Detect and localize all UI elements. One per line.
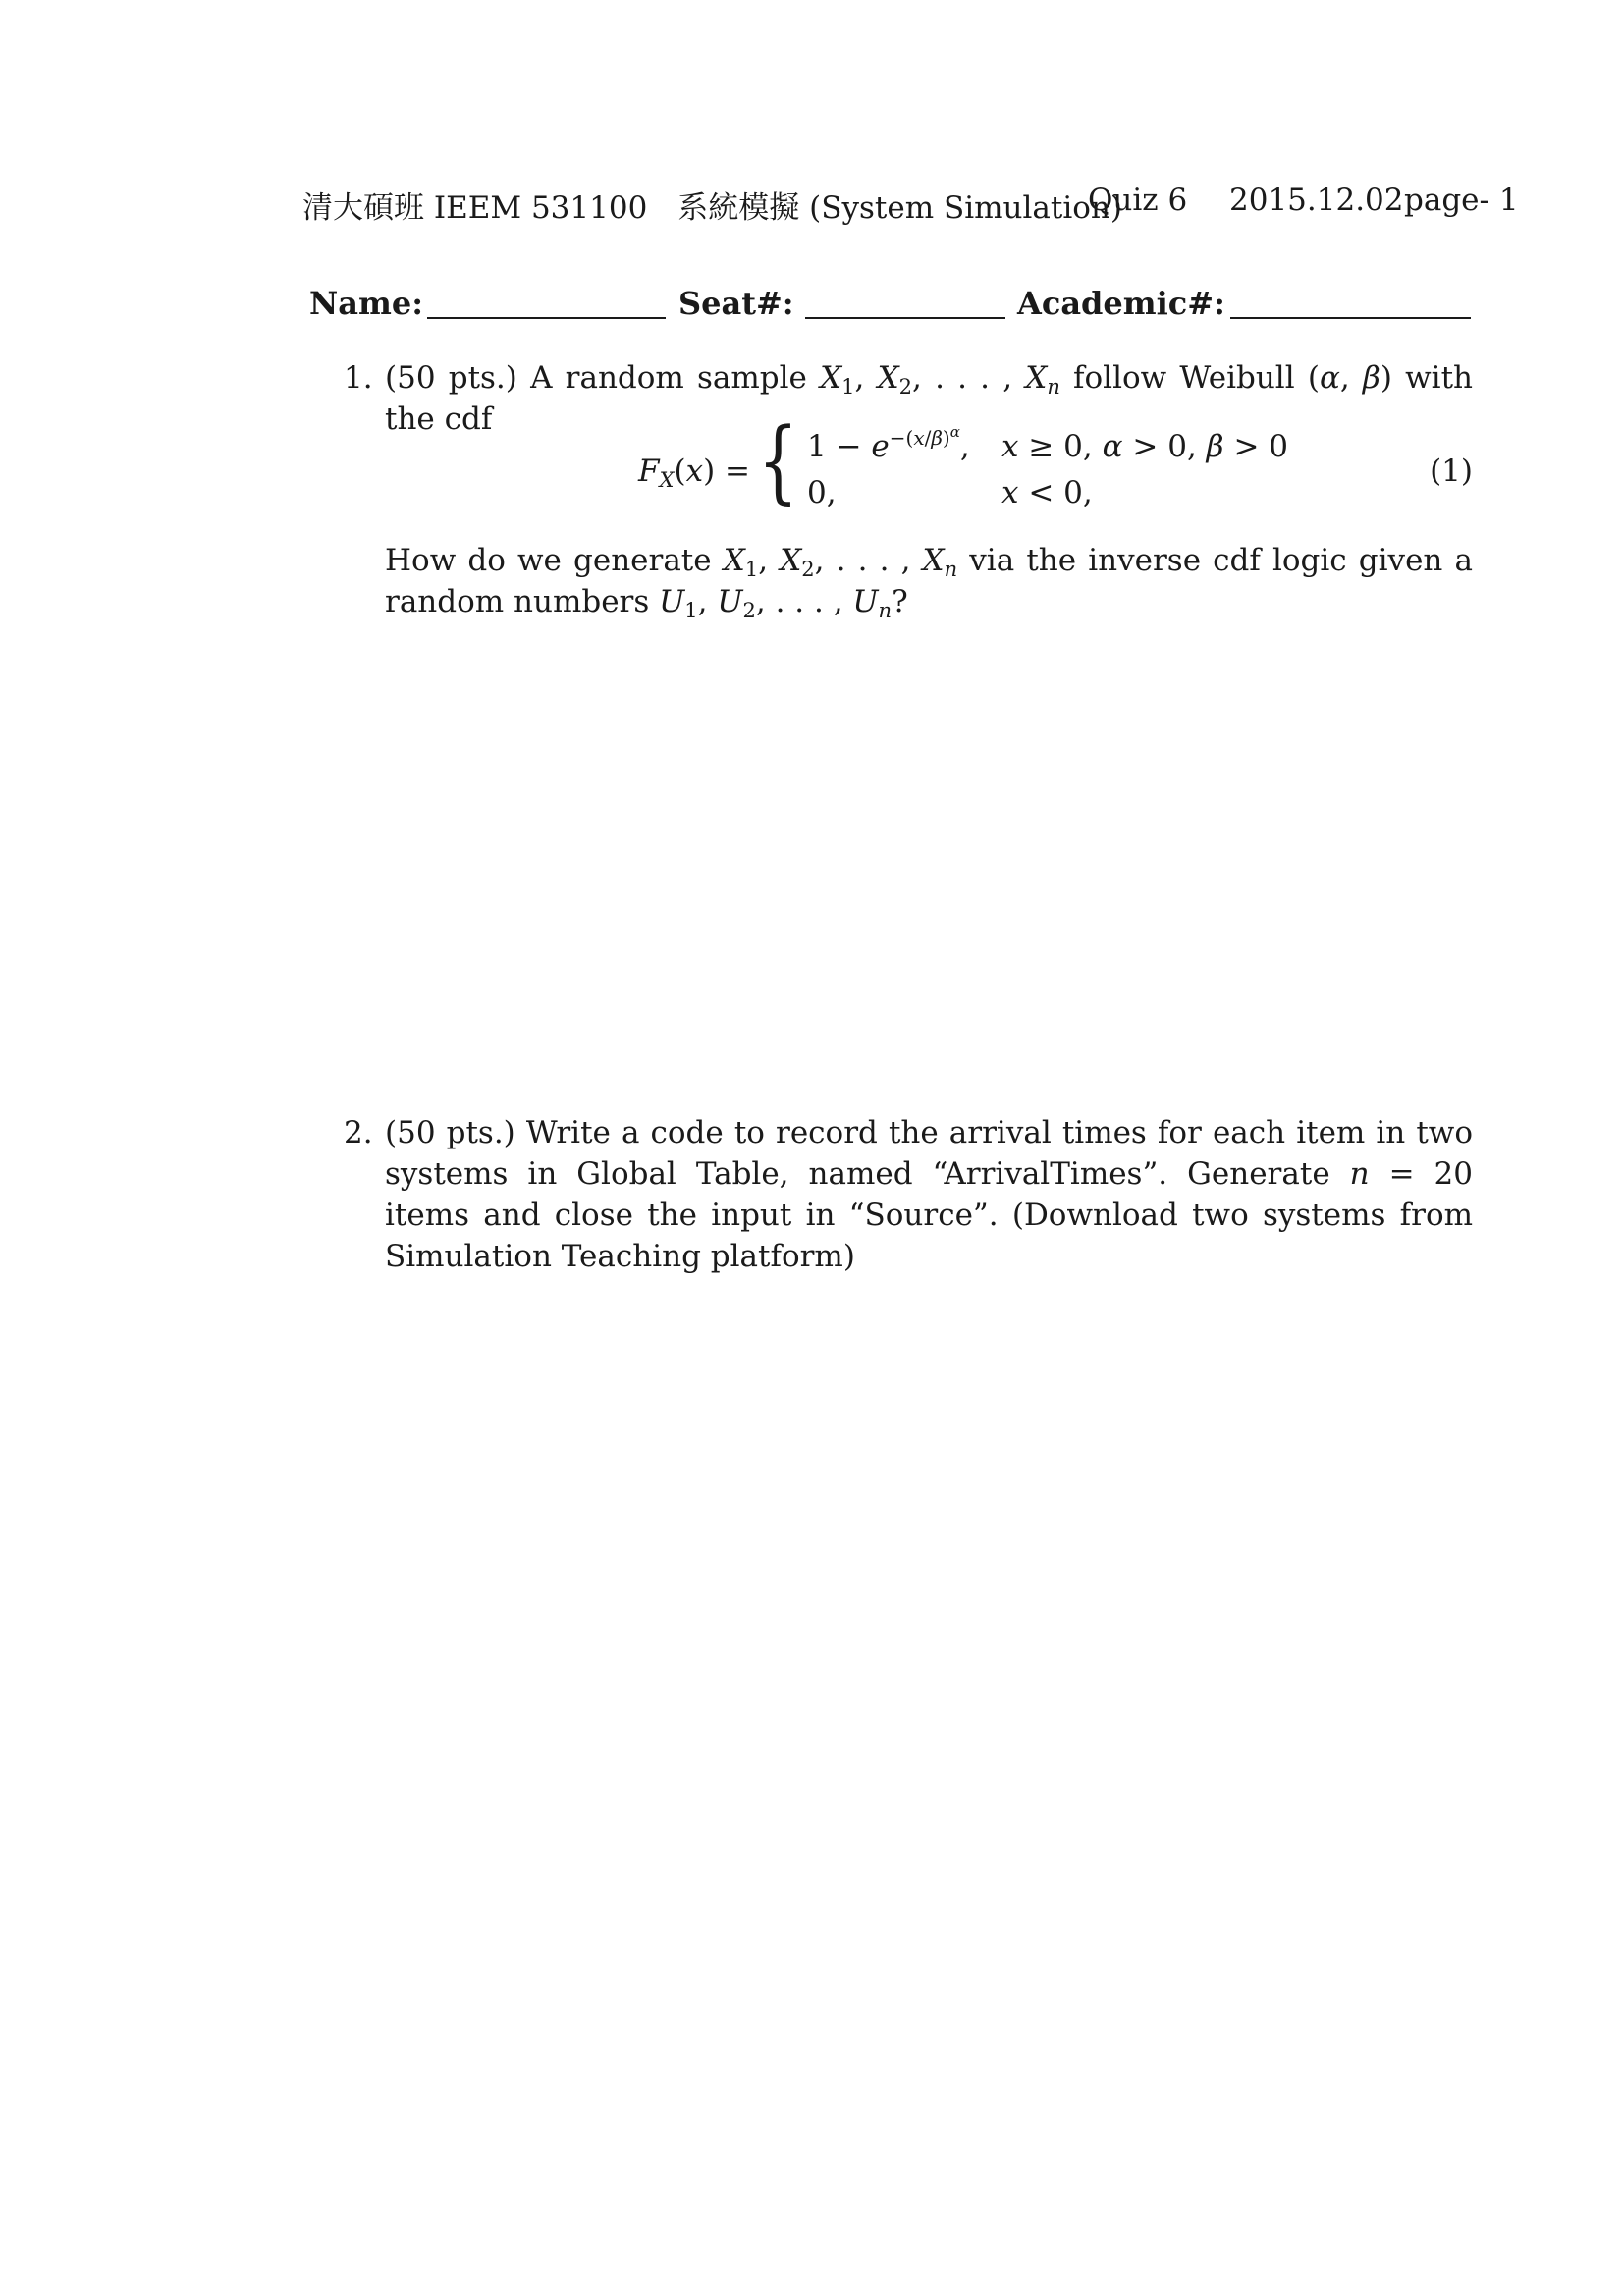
- seat-label: Seat#:: [678, 285, 794, 322]
- weibull-params: (α, β): [1307, 360, 1392, 396]
- name-blank[interactable]: [427, 317, 666, 319]
- problem-number: 1.: [344, 360, 373, 396]
- question-end: ?: [892, 584, 908, 619]
- academic-blank[interactable]: [1230, 317, 1471, 319]
- problem-points: (50 pts.): [385, 360, 517, 396]
- sample-variables: $X_1$, $X_2$, . . . , $X_n$: [820, 360, 1060, 399]
- case-1-condition: x ≥ 0, α > 0, β > 0: [1001, 429, 1289, 464]
- case-2-condition: x < 0,: [1001, 475, 1093, 510]
- problem-2: [344, 1112, 1473, 1277]
- name-label: Name:: [309, 285, 424, 322]
- page-number: page- 1: [1404, 183, 1519, 218]
- seat-blank[interactable]: [805, 317, 1005, 319]
- item-count: n = 20: [1349, 1156, 1474, 1192]
- random-numbers: $U_1$, $U_2$, . . . , $U_n$: [659, 584, 893, 622]
- case-1-expression: $1 - e^{-(x/\beta)^\alpha}$,: [807, 423, 970, 464]
- cases-brace: {: [758, 408, 798, 513]
- equation-number: (1): [1430, 454, 1473, 489]
- quiz-number: Quiz 6: [1088, 183, 1188, 218]
- problem-2-text-2: items and close the input in “Source”. (Download two systems from Simulation Teaching platform): [385, 1198, 1473, 1274]
- case-2-expression: 0,: [807, 475, 837, 510]
- problem-points: (50 pts.): [385, 1115, 515, 1150]
- question-variables: $X_1$, $X_2$, . . . , $X_n$: [723, 543, 958, 581]
- cdf-equation: [638, 408, 1473, 518]
- problem-number: 2.: [344, 1115, 373, 1150]
- question-mid: via the inverse cdf logic given a random numbers: [385, 543, 1473, 619]
- problem-2-text-1: Write a code to record the arrival times for each item in two systems in Global Table, named “ArrivalTimes”. Generate: [385, 1115, 1474, 1192]
- problem-1-question: [344, 540, 1473, 622]
- question-start: How do we generate: [385, 543, 712, 578]
- course-title: 清大碩班 IEEM 531100 系統模擬 (System Simulation): [302, 190, 1122, 226]
- intro-end-text: with the cdf: [385, 360, 1474, 437]
- quiz-date: 2015.12.02: [1229, 183, 1404, 218]
- academic-label: Academic#:: [1017, 285, 1225, 322]
- intro-mid-text: follow Weibull: [1073, 360, 1295, 396]
- problem-2-text: [385, 1112, 1473, 1277]
- cdf-lhs: $F_X(x)$ =: [638, 454, 750, 492]
- intro-text: A random sample: [530, 360, 807, 396]
